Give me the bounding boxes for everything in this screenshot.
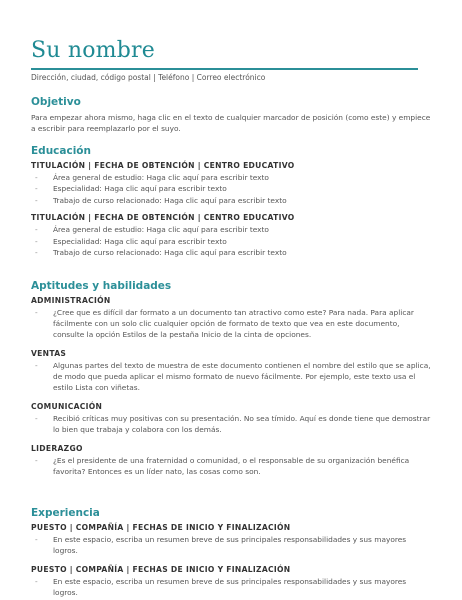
experience-entry-heading[interactable]: PUESTO | COMPAÑÍA | FECHAS DE INICIO Y FINALIZACIÓN [31, 565, 291, 574]
list-item[interactable]: - Especialidad: Haga clic aquí para escribir texto [31, 183, 432, 194]
list-item[interactable]: - En este espacio, escriba un resumen breve de sus principales responsabilidades y sus mayores logros. [31, 534, 432, 556]
list-item[interactable]: - Área general de estudio: Haga clic aquí para escribir texto [31, 172, 432, 183]
skill-group-list [31, 307, 432, 340]
skill-group [31, 444, 432, 477]
name-heading[interactable]: Su nombre [31, 38, 155, 63]
skill-group-list [31, 455, 432, 477]
skill-group-heading[interactable]: LIDERAZGO [31, 444, 83, 453]
list-item[interactable]: - Recibió críticas muy positivas con su presentación. No sea tímido. Aquí es donde tiene que demostrar lo bien que trabaja y colabora con los demás. [31, 413, 432, 435]
education-entry-list [31, 224, 432, 258]
list-item[interactable]: - ¿Cree que es difícil dar formato a un documento tan atractivo como este? Para nada. Para aplicar fácilmente con un solo clic cualquier opción de formato de texto que vea en este documento, consulte la opción Estilos de la pestaña Inicio de la cinta de opciones. [31, 307, 432, 340]
skill-group [31, 349, 432, 393]
list-item[interactable]: - Área general de estudio: Haga clic aquí para escribir texto [31, 224, 432, 235]
skill-group-list [31, 360, 432, 393]
experience-entry [31, 565, 432, 598]
experience-entry-list [31, 534, 432, 556]
list-item[interactable]: - ¿Es el presidente de una fraternidad o comunidad, o el responsable de su organización benéfica favorita? Entonces es un líder nato, las cosas como son. [31, 455, 432, 477]
list-item[interactable]: - Trabajo de curso relacionado: Haga clic aquí para escribir texto [31, 247, 432, 258]
list-item[interactable]: - Algunas partes del texto de muestra de este documento contienen el nombre del estilo que se aplica, de modo que pueda aplicar el mismo formato de nuevo fácilmente. Por ejemplo, este texto usa el estilo Lista con viñetas. [31, 360, 432, 393]
education-title: Educación [31, 145, 91, 157]
skill-group [31, 402, 432, 435]
skills-title: Aptitudes y habilidades [31, 280, 172, 292]
objective-title: Objetivo [31, 96, 81, 108]
experience-entry-heading[interactable]: PUESTO | COMPAÑÍA | FECHAS DE INICIO Y FINALIZACIÓN [31, 523, 291, 532]
list-item[interactable]: - En este espacio, escriba un resumen breve de sus principales responsabilidades y sus mayores logros. [31, 576, 432, 598]
objective-section [31, 96, 432, 134]
objective-text[interactable]: Para empezar ahora mismo, haga clic en el texto de cualquier marcador de posición (como este) y empiece a escribir para reemplazarlo por el suyo. [31, 113, 431, 133]
experience-title: Experiencia [31, 507, 100, 519]
experience-entry-list [31, 576, 432, 598]
skill-group-heading[interactable]: VENTAS [31, 349, 67, 358]
skill-group-heading[interactable]: COMUNICACIÓN [31, 402, 103, 411]
list-item[interactable]: - Especialidad: Haga clic aquí para escribir texto [31, 236, 432, 247]
skill-group-heading[interactable]: ADMINISTRACIÓN [31, 296, 111, 305]
contact-line[interactable]: Dirección, ciudad, código postal | Teléfono | Correo electrónico [31, 73, 266, 82]
list-item[interactable]: - Trabajo de curso relacionado: Haga clic aquí para escribir texto [31, 195, 432, 206]
education-entry-heading[interactable]: TITULACIÓN | FECHA DE OBTENCIÓN | CENTRO EDUCATIVO [31, 213, 295, 223]
education-entry-heading[interactable]: TITULACIÓN | FECHA DE OBTENCIÓN | CENTRO EDUCATIVO [31, 161, 295, 170]
education-entry [31, 213, 432, 258]
education-entry [31, 161, 432, 206]
education-section [31, 145, 432, 258]
header-rule [31, 68, 418, 70]
experience-section [31, 507, 432, 598]
skills-section [31, 280, 432, 477]
skill-group [31, 296, 432, 340]
skill-group-list [31, 413, 432, 435]
education-entry-list [31, 172, 432, 206]
experience-entry [31, 523, 432, 556]
